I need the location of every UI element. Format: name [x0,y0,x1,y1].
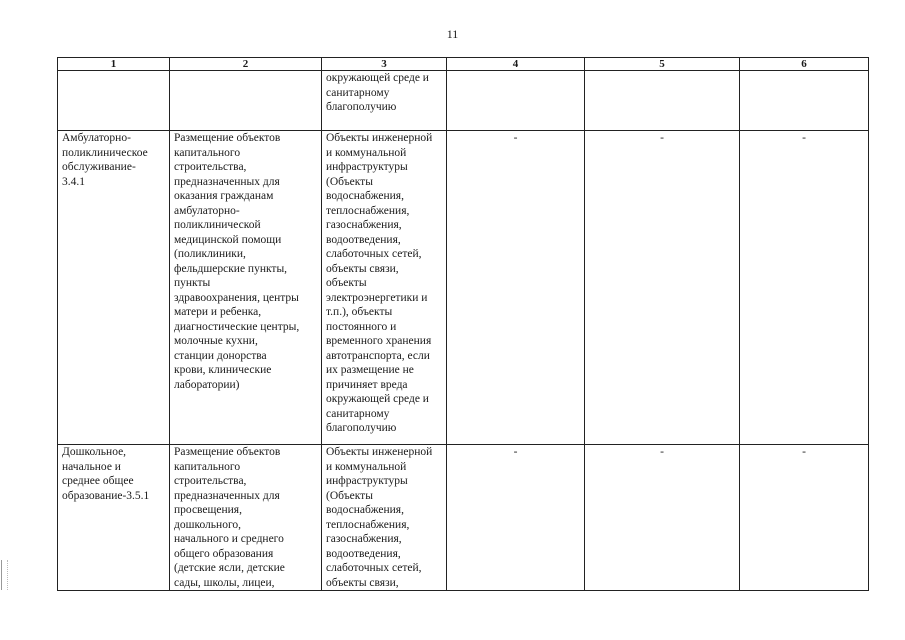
table-cell [322,445,447,591]
table-cell [447,445,585,591]
page-number: 11 [446,27,459,41]
cell-text: Объекты инженерной и коммунальной инфраструктуры (Объекты водоснабжения, теплоснабжения, газоснабжения, водоотведения, слаботочных сетей, объекты связи, [326,446,433,589]
table-cell [58,71,170,131]
cell-text: Дошкольное, начальное и среднее общее образование-3.5.1 [62,446,150,502]
cell-text: - [513,132,518,144]
table-row [58,71,869,131]
table-cell [740,131,869,445]
cell-text: Амбулаторно- поликлиническое обслуживание- 3.4.1 [62,132,148,188]
cell-text: - [660,446,664,458]
table-cell [170,71,322,131]
table-cell [740,445,869,591]
scan-margin-mark [1,560,8,590]
table-cell [58,445,170,591]
table-cell [447,131,585,445]
cell-text: - [660,132,664,144]
column-header-2: 2 [170,58,322,71]
column-header-3: 3 [322,58,447,71]
table-cell [585,445,740,591]
cell-text: - [802,446,806,458]
table-cell [585,131,740,445]
table-cell [322,71,447,131]
cell-text: Объекты инженерной и коммунальной инфраструктуры (Объекты водоснабжения, теплоснабжения, газоснабжения, водоотведения, слаботочных сетей, объекты связи, объекты электроэнергетики и т.п.), объекты постоянного и временного хранения автотранспорта, если их размещение не причиняет вреда окружающей среде и санитарному благополучию [326,132,433,434]
column-header-1: 1 [58,58,170,71]
table-header-row [58,58,869,71]
table-row [58,445,869,591]
cell-text: Размещение объектов капитального строительства, предназначенных для оказания гражданам амбулаторно- поликлинической медицинской помощи (поликлиники, фельдшерские пункты, пункты здравоохранения, центры матери и ребенка, диагностические центры, молочные кухни, станции донорства крови, клинические лаборатории) [174,132,300,391]
cell-text: - [802,132,806,144]
table-cell [447,71,585,131]
table-cell [170,131,322,445]
table-cell [585,71,740,131]
table-cell [170,445,322,591]
column-header-4: 4 [447,58,585,71]
table-cell [740,71,869,131]
table-row [58,131,869,445]
cell-text: Размещение объектов капитального строительства, предназначенных для просвещения, дошкольного, начального и среднего общего образования (детские ясли, детские сады, школы, лицеи, [174,446,285,589]
table-cell [322,131,447,445]
column-header-6: 6 [740,58,869,71]
zoning-table [57,57,869,591]
table-cell [58,131,170,445]
cell-text: окружающей среде и санитарному благополучию [326,72,429,113]
cell-text: - [513,446,518,458]
column-header-5: 5 [585,58,740,71]
